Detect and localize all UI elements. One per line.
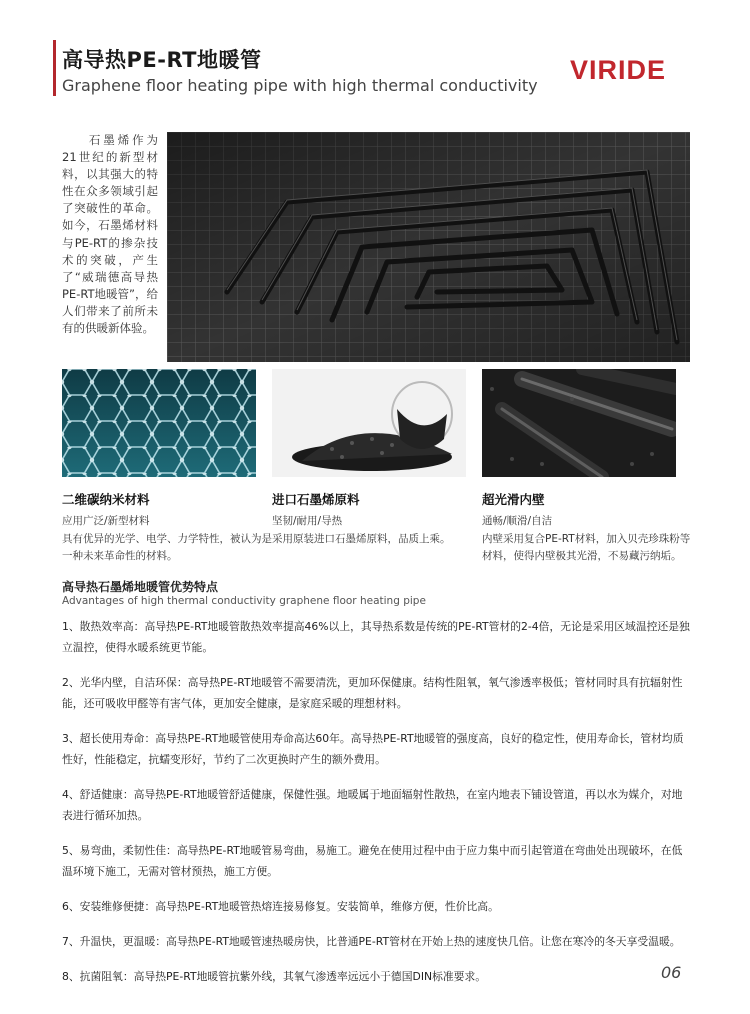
graphene-lattice-image (62, 369, 256, 477)
feature-card-smooth-wall (482, 490, 692, 565)
feature-card-imported-graphene (272, 490, 482, 548)
advantage-item: 2、光华内壁，自洁环保：高导热PE-RT地暖管不需要清洗，更加环保健康。结构性阻氧，氧气渗透率极低；管材同时具有抗辐射性能，还可吸收甲醛等有害气体，更加安全健康，是家庭采暖的理想材料。 (62, 676, 683, 710)
page-number: 06 (661, 963, 682, 982)
feature-description: 采用原装进口石墨烯原料，品质上乘。 (272, 533, 451, 545)
advantages-list (62, 616, 692, 1001)
page-subtitle: Graphene floor heating pipe with high thermal conductivity (62, 76, 538, 95)
advantage-item: 3、超长使用寿命：高导热PE-RT地暖管使用寿命高达60年。高导热PE-RT地暖管的强度高，良好的稳定性，使用寿命长，管材均质性好，性能稳定，抗蠕变形好，节约了二次更换时产生的额外费用。 (62, 732, 684, 766)
feature-title: 超光滑内壁 (482, 492, 545, 507)
advantage-item: 6、安装维修便捷：高导热PE-RT地暖管热熔连接易修复。安装简单，维修方便，性价比高。 (62, 900, 499, 913)
feature-subtitle: 应用广泛/新型材料 (62, 515, 150, 527)
advantage-item: 4、舒适健康：高导热PE-RT地暖管舒适健康，保健性强。地暖属于地面辐射性散热，在室内地表下铺设管道，再以水为媒介，对地表进行循环加热。 (62, 788, 683, 822)
feature-card-2d-carbon (62, 490, 272, 565)
advantages-subheading: Advantages of high thermal conductivity graphene floor heating pipe (62, 595, 426, 607)
advantage-item: 7、升温快，更温暖：高导热PE-RT地暖管速热暖房快，比普通PE-RT管材在开始上热的速度快几倍。让您在寒冷的冬天享受温暖。 (62, 935, 681, 948)
hero-floor-heating-image (167, 132, 690, 362)
graphene-raw-material-image (272, 369, 466, 477)
advantages-heading: 高导热石墨烯地暖管优势特点 (62, 580, 219, 594)
advantage-item: 8、抗菌阻氧：高导热PE-RT地暖管抗紫外线，其氧气渗透率远远小于德国DIN标准要求。 (62, 970, 487, 983)
intro-paragraph (62, 132, 158, 337)
feature-title: 二维碳纳米材料 (62, 492, 150, 507)
feature-subtitle: 通畅/顺滑/自洁 (482, 515, 553, 527)
feature-subtitle: 坚韧/耐用/导热 (272, 515, 343, 527)
feature-title: 进口石墨烯原料 (272, 492, 360, 507)
brand-logo: VIRIDE (570, 55, 667, 85)
advantage-item: 1、散热效率高：高导热PE-RT地暖管散热效率提高46%以上，其导热系数是传统的PE-RT管材的2-4倍，无论是采用区域温控还是独立温控，使得水暖系统更节能。 (62, 620, 690, 654)
smooth-pipe-image (482, 369, 676, 477)
page-title: 高导热PE-RT地暖管 (62, 48, 262, 72)
feature-description: 内壁采用复合PE-RT材料，加入贝壳珍珠粉等材料，使得内壁极其光滑，不易藏污纳垢。 (482, 533, 691, 562)
title-accent-bar (53, 40, 56, 96)
feature-description: 具有优异的光学、电学、力学特性，被认为是一种未来革命性的材料。 (62, 533, 272, 562)
intro-text: 石墨烯作为21世纪的新型材料，以其强大的特性在众多领域引起了突破性的革命。如今，石墨烯材料与PE-RT的掺杂技术的突破，产生了“威瑞德高导热PE-RT地暖管”，给人们带来了前所未有的供暖新体验。 (62, 133, 158, 336)
advantage-item: 5、易弯曲，柔韧性佳：高导热PE-RT地暖管易弯曲，易施工。避免在使用过程中由于应力集中而引起管道在弯曲处出现破坏，在低温环境下施工，无需对管材预热，施工方便。 (62, 844, 683, 878)
